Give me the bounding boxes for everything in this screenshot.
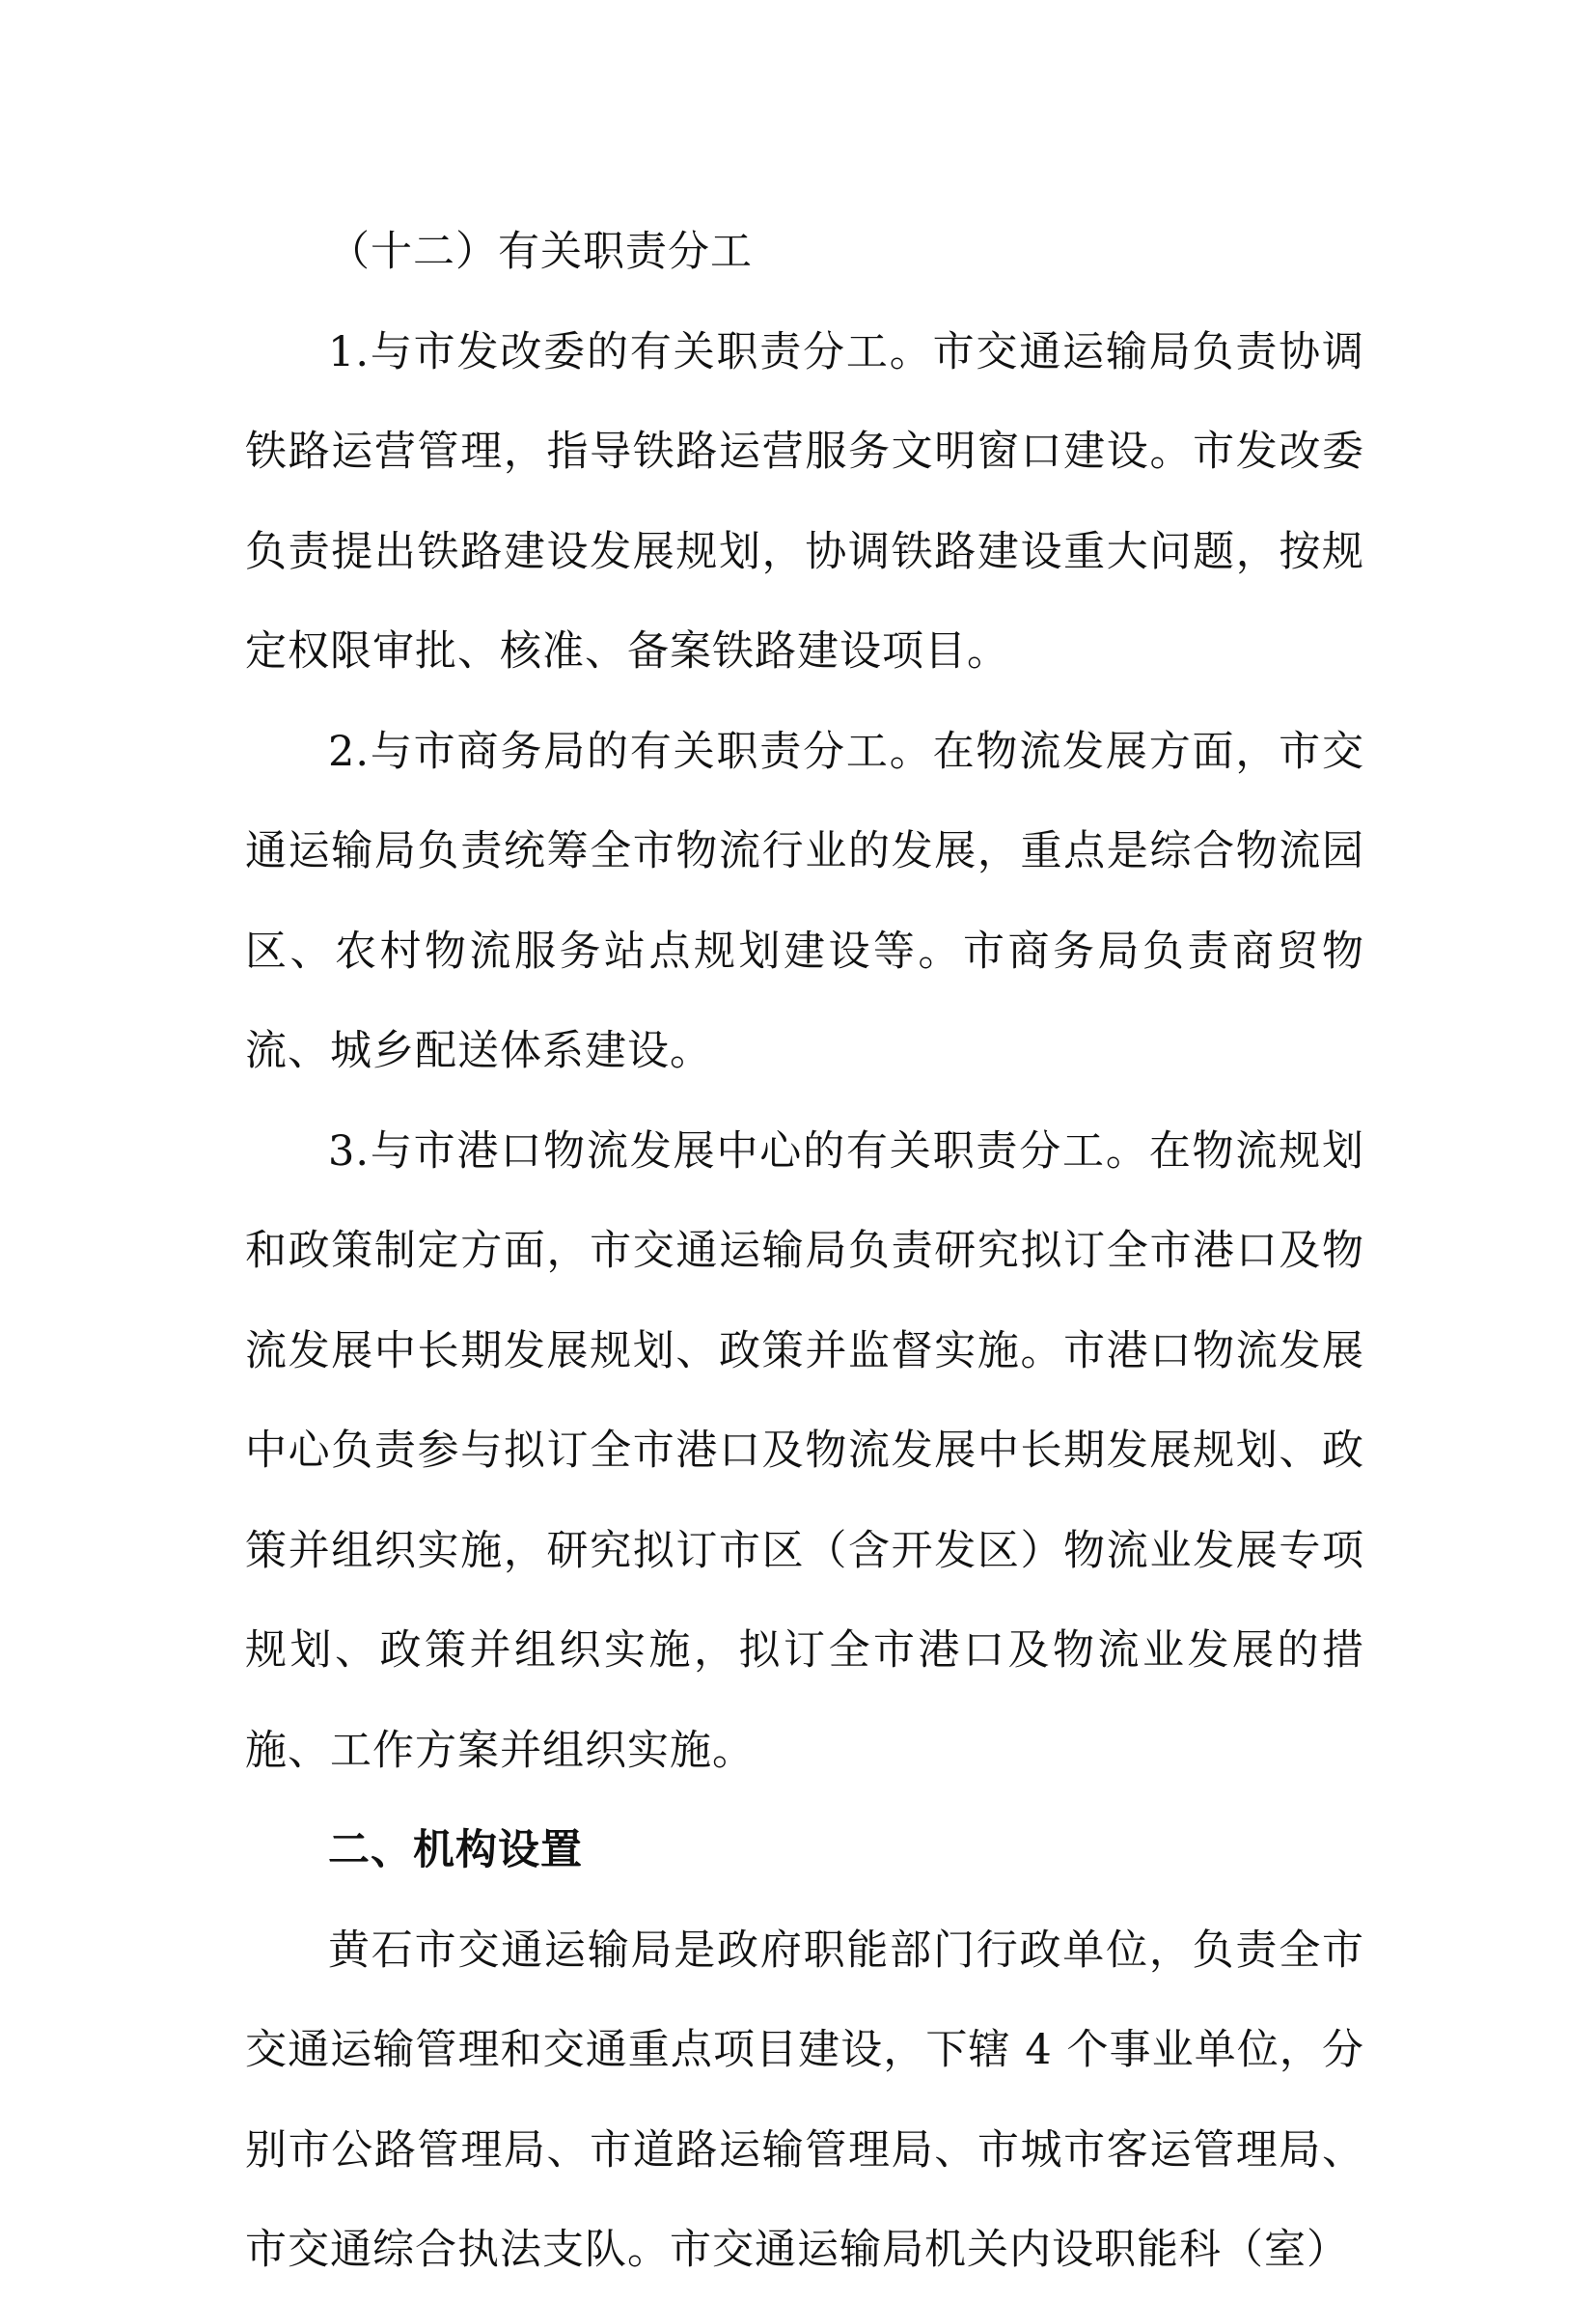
- paragraph-port-logistics-division: 3.与市港口物流发展中心的有关职责分工。在物流规划和政策制定方面，市交通运输局负责研究拟订全市港口及物流发展中长期发展规划、政策并监督实施。市港口物流发展中心负责参与拟订全市港口及物流发展中长期发展规划、政策并组织实施，研究拟订市区（含开发区）物流业发展专项规划、政策并组织实施，拟订全市港口及物流业发展的措施、工作方案并组织实施。: [245, 1126, 1364, 1775]
- paragraph-commerce-division: 2.与市商务局的有关职责分工。在物流发展方面，市交通运输局负责统筹全市物流行业的发展，重点是综合物流园区、农村物流服务站点规划建设等。市商务局负责商贸物流、城乡配送体系建设。: [245, 727, 1364, 1075]
- paragraph-organization: 黄石市交通运输局是政府职能部门行政单位，负责全市交通运输管理和交通重点项目建设，下辖 4 个事业单位，分别市公路管理局、市道路运输管理局、市城市客运管理局、市交通综合执法支队。市交通运输局机关内设职能科（室）: [245, 1926, 1364, 2274]
- subsection-title: （十二）有关职责分工: [328, 228, 753, 276]
- document-body: [245, 203, 1364, 2301]
- paragraph-ndrc-division: 1.与市发改委的有关职责分工。市交通运输局负责协调铁路运营管理，指导铁路运营服务文明窗口建设。市发改委负责提出铁路建设发展规划，协调铁路建设重大问题，按规定权限审批、核准、备案铁路建设项目。: [245, 327, 1364, 676]
- section-heading: 二、机构设置: [328, 1826, 583, 1874]
